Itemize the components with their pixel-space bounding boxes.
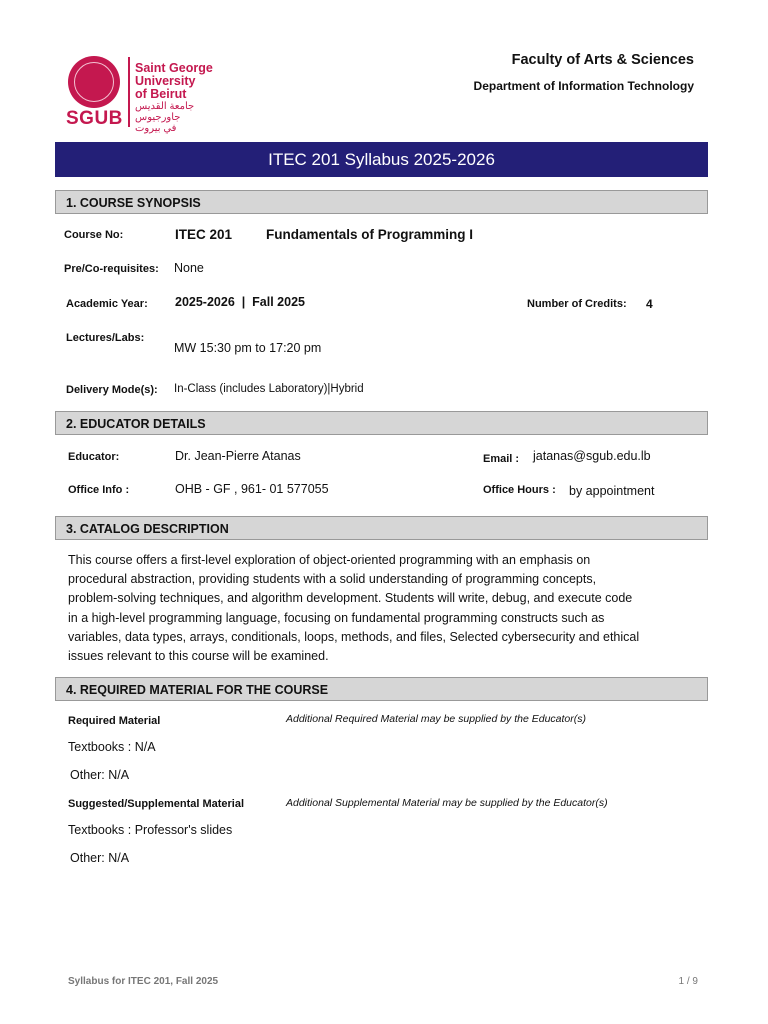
educator-label: Educator: bbox=[68, 451, 120, 463]
university-name bbox=[135, 62, 245, 101]
university-name-line: University bbox=[135, 74, 196, 88]
university-name-arabic bbox=[135, 101, 230, 134]
lectures-value: MW 15:30 pm to 17:20 pm bbox=[174, 341, 322, 355]
course-no-value: ITEC 201 bbox=[175, 227, 233, 242]
university-name-line: of Beirut bbox=[135, 87, 187, 101]
prereq-label: Pre/Co-requisites: bbox=[64, 263, 159, 275]
catalog-line: in a high-level programming language, focusing on fundamental programming constructs such as bbox=[68, 610, 605, 625]
prereq-value: None bbox=[174, 261, 204, 275]
email-value: jatanas@sgub.edu.lb bbox=[533, 449, 651, 463]
suggested-textbooks: Textbooks : Professor's slides bbox=[68, 823, 233, 837]
academic-year-label: Academic Year: bbox=[66, 298, 148, 310]
page-number: 1 / 9 bbox=[678, 976, 698, 987]
department-name: Department of Information Technology bbox=[473, 79, 694, 93]
logo-abbrev: SGUB bbox=[66, 108, 123, 129]
catalog-line: variables, data types, arrays, conditionals, loops, methods, and files, Selected cybersecurity and ethical bbox=[68, 629, 640, 644]
catalog-line: problem-solving techniques, and algorithm development. Students will write, debug, and execute code bbox=[68, 591, 633, 606]
catalog-description bbox=[68, 551, 708, 666]
catalog-line: issues relevant to this course will be examined. bbox=[68, 649, 329, 664]
suggested-material-note: Additional Supplemental Material may be supplied by the Educator(s) bbox=[286, 797, 608, 809]
educator-value: Dr. Jean-Pierre Atanas bbox=[175, 449, 301, 463]
office-hours-label: Office Hours : bbox=[483, 484, 556, 496]
catalog-line: procedural abstraction, providing students with a solid understanding of programming concepts, bbox=[68, 572, 597, 587]
logo-divider bbox=[128, 57, 130, 127]
academic-year-value: 2025-2026 | Fall 2025 bbox=[175, 295, 305, 309]
section-header-synopsis: 1. COURSE SYNOPSIS bbox=[55, 190, 708, 214]
lectures-label: Lectures/Labs: bbox=[66, 332, 145, 344]
university-seal bbox=[68, 56, 120, 108]
faculty-name: Faculty of Arts & Sciences bbox=[511, 52, 694, 68]
credits-value: 4 bbox=[646, 297, 653, 311]
required-other: Other: N/A bbox=[70, 768, 130, 782]
arabic-line: جامعة القديس جاورجيوس bbox=[135, 101, 195, 123]
required-textbooks: Textbooks : N/A bbox=[68, 740, 156, 754]
required-material-label: Required Material bbox=[68, 715, 161, 727]
required-material-note: Additional Required Material may be supplied by the Educator(s) bbox=[286, 713, 586, 725]
delivery-label: Delivery Mode(s): bbox=[66, 384, 158, 396]
email-label: Email : bbox=[483, 453, 520, 465]
course-no-label: Course No: bbox=[64, 229, 124, 241]
section-header-educator: 2. EDUCATOR DETAILS bbox=[55, 411, 708, 435]
suggested-other: Other: N/A bbox=[70, 851, 130, 865]
syllabus-title-bar bbox=[55, 142, 708, 177]
footer-course-label: Syllabus for ITEC 201, Fall 2025 bbox=[68, 976, 219, 987]
office-hours-value: by appointment bbox=[569, 484, 655, 498]
section-header-catalog: 3. CATALOG DESCRIPTION bbox=[55, 516, 708, 540]
credits-label: Number of Credits: bbox=[527, 298, 627, 310]
catalog-line: This course offers a first-level exploration of object-oriented programming with an emphasis on bbox=[68, 553, 591, 567]
office-info-value: OHB - GF , 961- 01 577055 bbox=[175, 482, 329, 496]
office-info-label: Office Info : bbox=[68, 484, 130, 496]
syllabus-title: ITEC 201 Syllabus 2025-2026 bbox=[268, 149, 495, 169]
section-header-material: 4. REQUIRED MATERIAL FOR THE COURSE bbox=[55, 677, 708, 701]
university-name-line: Saint George bbox=[135, 61, 213, 75]
arabic-line: في بيروت bbox=[135, 123, 177, 134]
seal-ring bbox=[74, 62, 114, 102]
course-title-value: Fundamentals of Programming I bbox=[266, 227, 474, 242]
suggested-material-label: Suggested/Supplemental Material bbox=[68, 798, 245, 810]
delivery-value: In-Class (includes Laboratory)|Hybrid bbox=[174, 383, 364, 395]
